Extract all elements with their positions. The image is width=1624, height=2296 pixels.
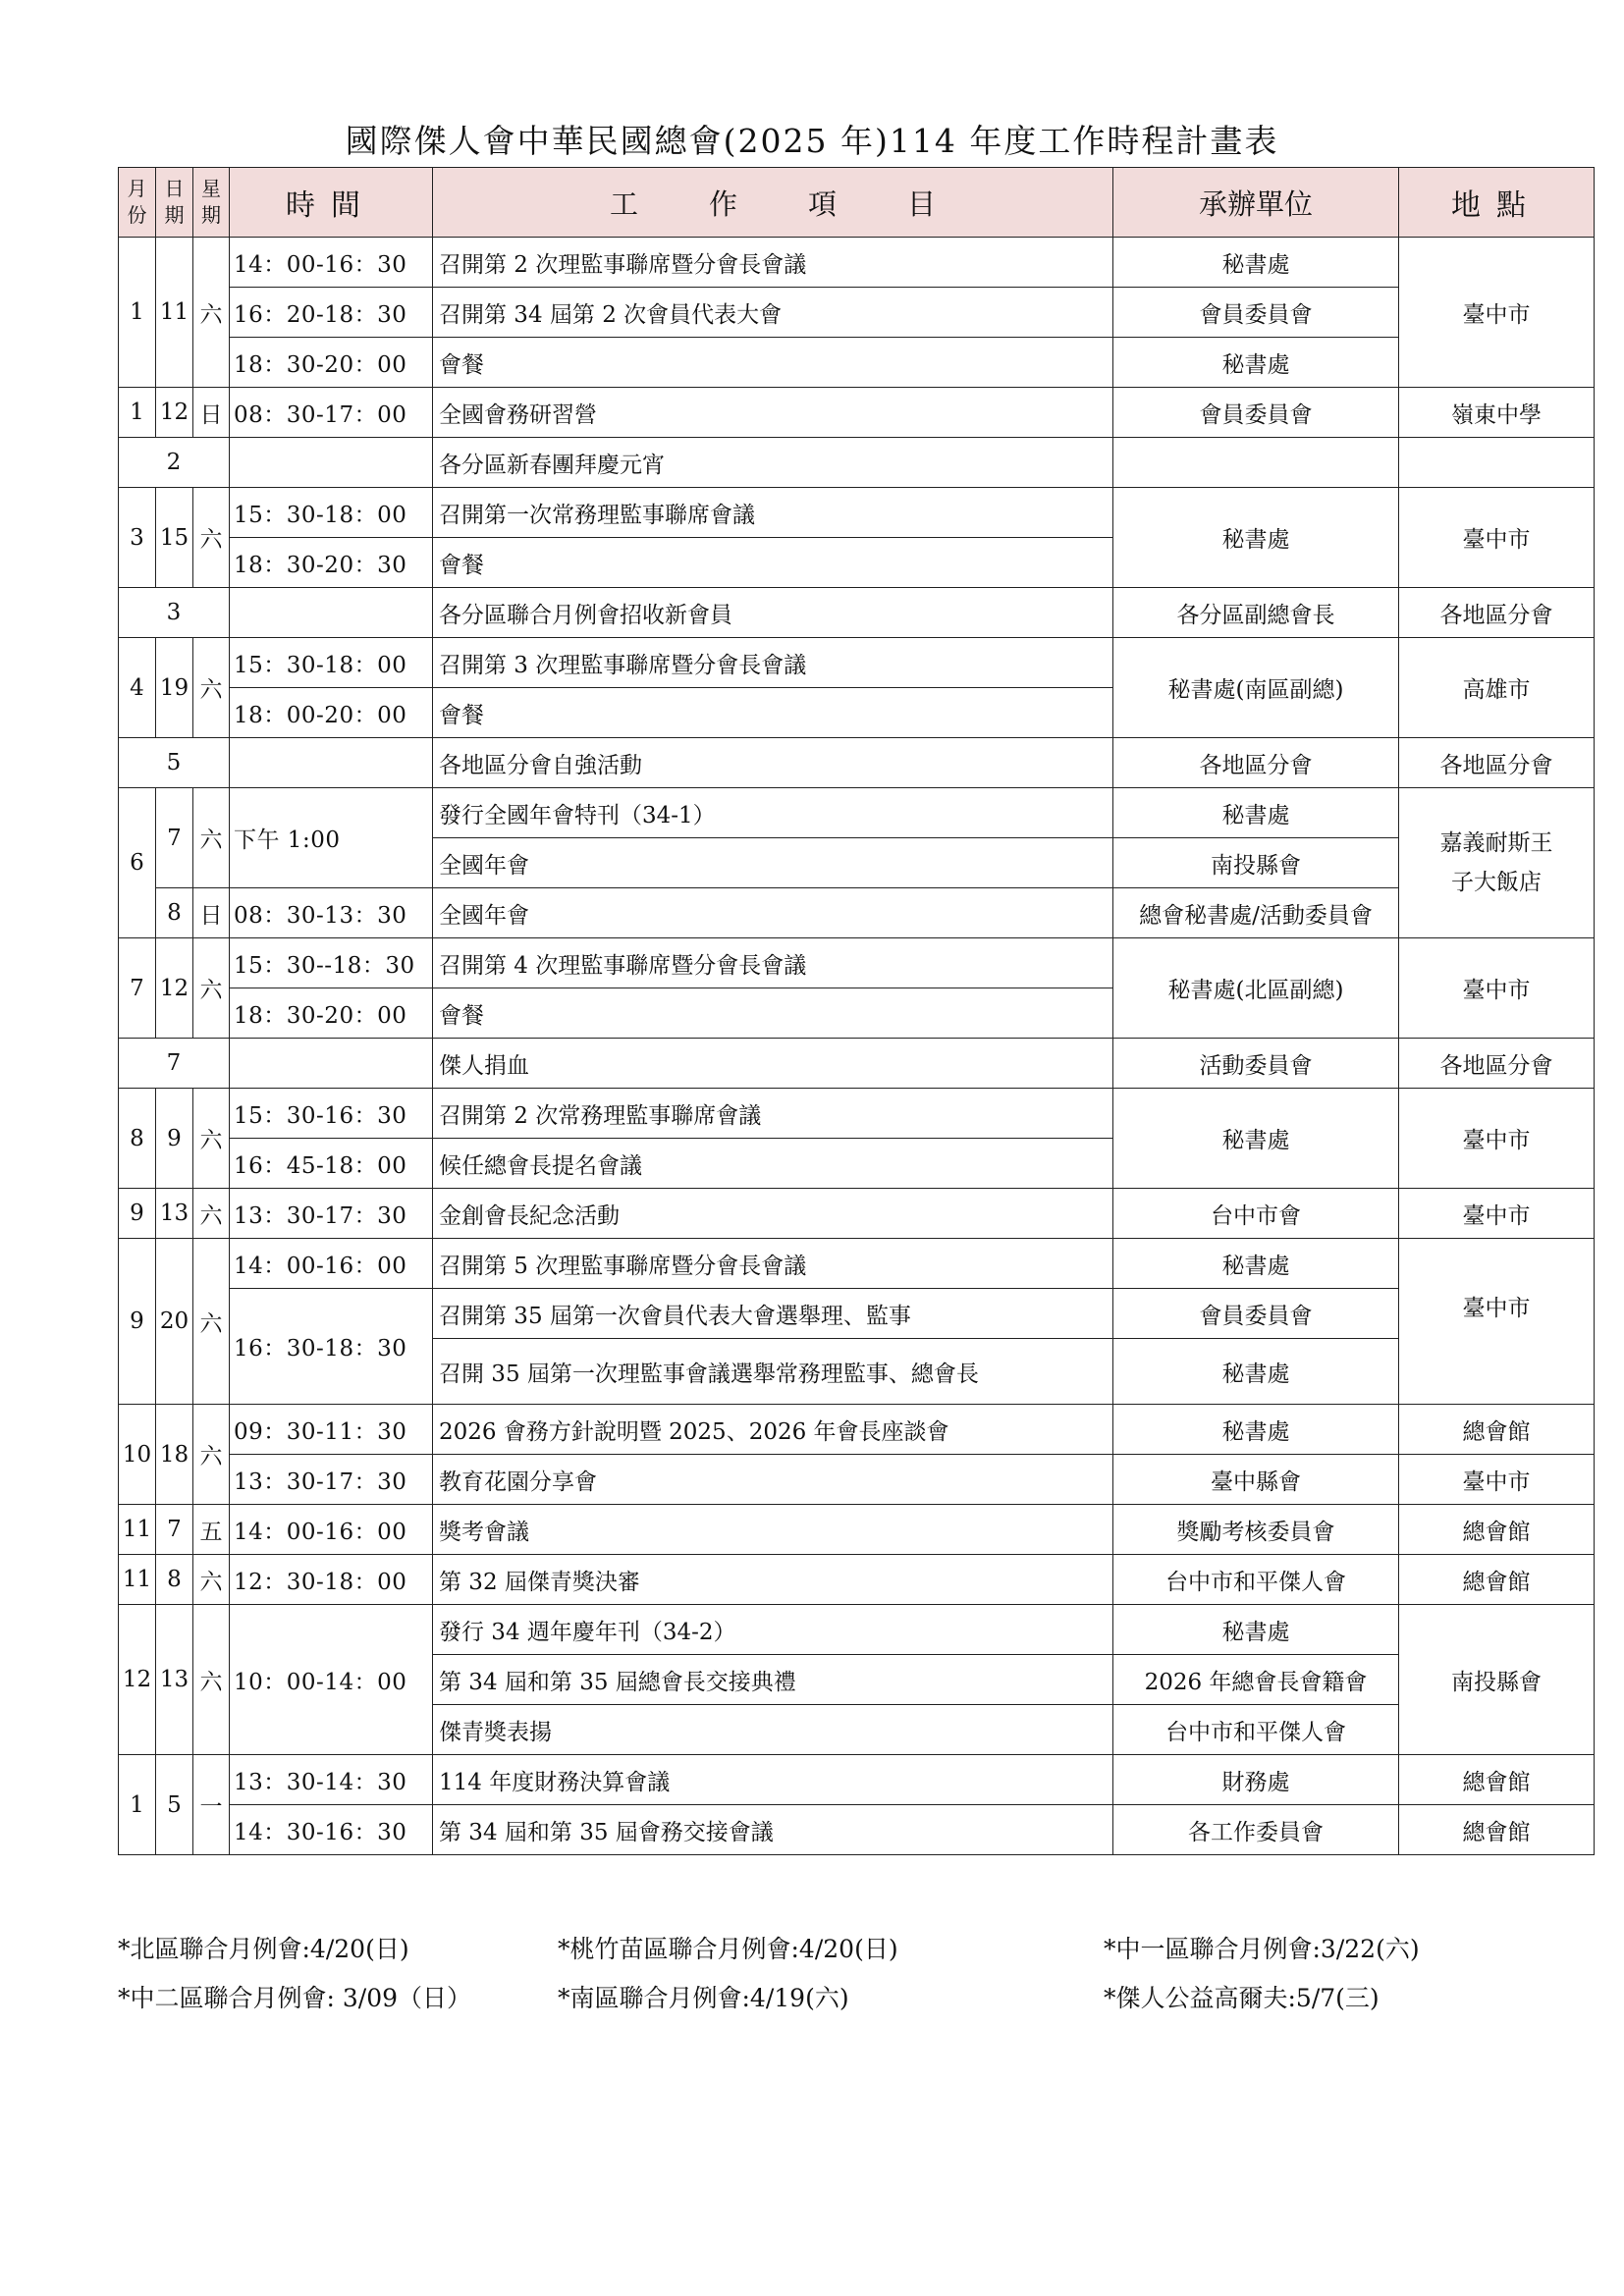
cell-unit: 南投縣會 — [1113, 838, 1399, 888]
cell-day: 20 — [156, 1239, 193, 1405]
cell-month: 11 — [119, 1505, 156, 1555]
cell-location: 南投縣會 — [1399, 1605, 1595, 1755]
cell-work-item: 各分區新春團拜慶元宵 — [433, 438, 1113, 488]
cell-time: 09：30-11：30 — [230, 1405, 433, 1455]
table-row — [119, 1189, 1595, 1239]
cell-unit: 會員委員會 — [1113, 288, 1399, 338]
cell-time — [230, 438, 433, 488]
cell-work-item: 召開第 3 次理監事聯席暨分會長會議 — [433, 638, 1113, 688]
cell-work-item: 召開 35 屆第一次理監事會議選舉常務理監事、總會長 — [433, 1339, 1113, 1405]
cell-time: 10：00-14：00 — [230, 1605, 433, 1755]
cell-time: 13：30-17：30 — [230, 1455, 433, 1505]
cell-weekday: 六 — [193, 788, 230, 888]
cell-month: 9 — [119, 1189, 156, 1239]
cell-work-item: 2026 會務方針說明暨 2025、2026 年會長座談會 — [433, 1405, 1113, 1455]
cell-work-item: 獎考會議 — [433, 1505, 1113, 1555]
cell-month: 3 — [119, 588, 230, 638]
cell-unit: 會員委員會 — [1113, 1289, 1399, 1339]
cell-work-item: 各地區分會自強活動 — [433, 738, 1113, 788]
cell-work-item: 召開第 35 屆第一次會員代表大會選舉理、監事 — [433, 1289, 1113, 1339]
cell-month: 9 — [119, 1239, 156, 1405]
footnote: *桃竹苗區聯合月例會:4/20(日) — [558, 1935, 898, 1963]
table-row — [119, 1605, 1595, 1655]
footnotes — [118, 1930, 1594, 2028]
cell-work-item: 會餐 — [433, 538, 1113, 588]
table-row — [119, 588, 1595, 638]
cell-month: 8 — [119, 1089, 156, 1189]
cell-location: 臺中市 — [1399, 1239, 1595, 1405]
cell-time: 16：45-18：00 — [230, 1139, 433, 1189]
schedule-table — [118, 167, 1595, 1855]
cell-day: 8 — [156, 1555, 193, 1605]
cell-time: 15：30-18：00 — [230, 488, 433, 538]
table-row — [119, 1755, 1595, 1805]
cell-day: 8 — [156, 888, 193, 938]
header-month: 月 份 — [119, 168, 156, 238]
cell-weekday: 五 — [193, 1505, 230, 1555]
cell-day: 18 — [156, 1405, 193, 1505]
cell-month: 10 — [119, 1405, 156, 1505]
table-row — [119, 1455, 1595, 1505]
cell-unit: 2026 年總會長會籍會 — [1113, 1655, 1399, 1705]
cell-work-item: 發行 34 週年慶年刊（34-2） — [433, 1605, 1113, 1655]
cell-unit: 秘書處 — [1113, 338, 1399, 388]
table-row — [119, 1555, 1595, 1605]
header-unit: 承辦單位 — [1113, 168, 1399, 238]
cell-location: 各地區分會 — [1399, 588, 1595, 638]
cell-location: 臺中市 — [1399, 1189, 1595, 1239]
cell-weekday: 六 — [193, 638, 230, 738]
footnote: *南區聯合月例會:4/19(六) — [558, 1984, 849, 2012]
cell-month: 12 — [119, 1605, 156, 1755]
table-row — [119, 438, 1595, 488]
footnote: *中二區聯合月例會: 3/09（日） — [118, 1984, 472, 2012]
cell-unit: 台中市和平傑人會 — [1113, 1555, 1399, 1605]
cell-unit: 秘書處 — [1113, 1405, 1399, 1455]
table-row — [119, 1239, 1595, 1289]
cell-location: 各地區分會 — [1399, 738, 1595, 788]
cell-time: 12：30-18：00 — [230, 1555, 433, 1605]
cell-unit: 總會秘書處/活動委員會 — [1113, 888, 1399, 938]
page-title: 國際傑人會中華民國總會(2025 年)114 年度工作時程計畫表 — [345, 122, 1279, 160]
cell-unit: 財務處 — [1113, 1755, 1399, 1805]
table-row — [119, 1289, 1595, 1339]
cell-unit: 秘書處 — [1113, 1089, 1399, 1189]
cell-weekday: 六 — [193, 938, 230, 1039]
cell-work-item: 會餐 — [433, 338, 1113, 388]
cell-unit: 會員委員會 — [1113, 388, 1399, 438]
cell-unit: 秘書處(北區副總) — [1113, 938, 1399, 1039]
cell-unit: 秘書處 — [1113, 238, 1399, 288]
cell-weekday: 六 — [193, 1239, 230, 1405]
cell-unit: 臺中縣會 — [1113, 1455, 1399, 1505]
cell-month: 5 — [119, 738, 230, 788]
cell-day: 7 — [156, 788, 193, 888]
cell-month: 3 — [119, 488, 156, 588]
cell-weekday: 六 — [193, 1605, 230, 1755]
cell-work-item: 發行全國年會特刊（34-1） — [433, 788, 1113, 838]
footnote-row — [118, 1979, 1594, 2028]
table-row — [119, 1505, 1595, 1555]
cell-work-item: 會餐 — [433, 688, 1113, 738]
cell-time: 13：30-17：30 — [230, 1189, 433, 1239]
cell-day: 13 — [156, 1189, 193, 1239]
cell-work-item: 召開第 4 次理監事聯席暨分會長會議 — [433, 938, 1113, 988]
cell-day: 12 — [156, 938, 193, 1039]
cell-work-item: 召開第 34 屆第 2 次會員代表大會 — [433, 288, 1113, 338]
cell-unit: 秘書處 — [1113, 1605, 1399, 1655]
cell-work-item: 召開第 5 次理監事聯席暨分會長會議 — [433, 1239, 1113, 1289]
cell-location: 臺中市 — [1399, 938, 1595, 1039]
cell-weekday: 六 — [193, 238, 230, 388]
cell-time: 13：30-14：30 — [230, 1755, 433, 1805]
cell-unit: 各地區分會 — [1113, 738, 1399, 788]
cell-location: 臺中市 — [1399, 488, 1595, 588]
cell-unit: 秘書處 — [1113, 1239, 1399, 1289]
cell-day: 9 — [156, 1089, 193, 1189]
cell-work-item: 第 32 屆傑青獎決審 — [433, 1555, 1113, 1605]
cell-work-item: 全國會務研習營 — [433, 388, 1113, 438]
cell-time: 18：30-20：00 — [230, 338, 433, 388]
table-row — [119, 488, 1595, 538]
cell-unit — [1113, 438, 1399, 488]
cell-weekday: 日 — [193, 388, 230, 438]
header-row — [119, 168, 1595, 238]
footnote: *北區聯合月例會:4/20(日) — [118, 1935, 409, 1963]
header-weekday: 星 期 — [193, 168, 230, 238]
cell-unit: 各分區副總會長 — [1113, 588, 1399, 638]
footnote: *中一區聯合月例會:3/22(六) — [1104, 1935, 1420, 1963]
table-row — [119, 1805, 1595, 1855]
cell-location: 總會館 — [1399, 1805, 1595, 1855]
cell-month: 1 — [119, 238, 156, 388]
cell-work-item: 114 年度財務決算會議 — [433, 1755, 1113, 1805]
table-row — [119, 238, 1595, 288]
cell-day: 15 — [156, 488, 193, 588]
table-row — [119, 1405, 1595, 1455]
cell-location: 總會館 — [1399, 1755, 1595, 1805]
cell-unit: 活動委員會 — [1113, 1039, 1399, 1089]
table-row — [119, 738, 1595, 788]
cell-time: 18：30-20：30 — [230, 538, 433, 588]
cell-weekday: 六 — [193, 1089, 230, 1189]
cell-unit: 秘書處 — [1113, 788, 1399, 838]
cell-weekday: 六 — [193, 1555, 230, 1605]
cell-work-item: 教育花園分享會 — [433, 1455, 1113, 1505]
cell-time: 14：00-16：00 — [230, 1239, 433, 1289]
cell-month: 1 — [119, 388, 156, 438]
header-day: 日 期 — [156, 168, 193, 238]
cell-day: 5 — [156, 1755, 193, 1855]
cell-weekday: 一 — [193, 1755, 230, 1855]
cell-time: 08：30-13：30 — [230, 888, 433, 938]
table-row — [119, 788, 1595, 838]
cell-location: 總會館 — [1399, 1505, 1595, 1555]
cell-time — [230, 738, 433, 788]
header-location: 地點 — [1399, 168, 1595, 238]
cell-month: 2 — [119, 438, 230, 488]
cell-unit: 秘書處 — [1113, 1339, 1399, 1405]
cell-time: 16：20-18：30 — [230, 288, 433, 338]
table-row — [119, 888, 1595, 938]
cell-time: 18：30-20：00 — [230, 988, 433, 1039]
cell-time: 15：30-18：00 — [230, 638, 433, 688]
cell-unit: 台中市和平傑人會 — [1113, 1705, 1399, 1755]
table-row — [119, 1039, 1595, 1089]
table-row — [119, 288, 1595, 338]
cell-month: 4 — [119, 638, 156, 738]
table-row — [119, 1089, 1595, 1139]
cell-work-item: 各分區聯合月例會招收新會員 — [433, 588, 1113, 638]
cell-unit: 秘書處(南區副總) — [1113, 638, 1399, 738]
table-row — [119, 388, 1595, 438]
footnote: *傑人公益高爾夫:5/7(三) — [1104, 1984, 1380, 2012]
cell-work-item: 金創會長紀念活動 — [433, 1189, 1113, 1239]
cell-location: 嘉義耐斯王 子大飯店 — [1399, 788, 1595, 938]
cell-month: 7 — [119, 938, 156, 1039]
cell-work-item: 第 34 屆和第 35 屆總會長交接典禮 — [433, 1655, 1113, 1705]
cell-time: 18：00-20：00 — [230, 688, 433, 738]
cell-time: 16：30-18：30 — [230, 1289, 433, 1405]
cell-time: 14：00-16：00 — [230, 1505, 433, 1555]
cell-time — [230, 1039, 433, 1089]
cell-month: 1 — [119, 1755, 156, 1855]
cell-unit: 各工作委員會 — [1113, 1805, 1399, 1855]
cell-day: 11 — [156, 238, 193, 388]
cell-month: 7 — [119, 1039, 230, 1089]
cell-month: 11 — [119, 1555, 156, 1605]
header-work-item: 工 作 項 目 — [433, 168, 1113, 238]
cell-work-item: 全國年會 — [433, 838, 1113, 888]
cell-weekday: 六 — [193, 1189, 230, 1239]
cell-location: 臺中市 — [1399, 1455, 1595, 1505]
cell-day: 19 — [156, 638, 193, 738]
cell-unit: 獎勵考核委員會 — [1113, 1505, 1399, 1555]
cell-work-item: 召開第 2 次理監事聯席暨分會長會議 — [433, 238, 1113, 288]
cell-time: 15：30--18：30 — [230, 938, 433, 988]
cell-day: 7 — [156, 1505, 193, 1555]
cell-work-item: 會餐 — [433, 988, 1113, 1039]
cell-unit: 台中市會 — [1113, 1189, 1399, 1239]
cell-location: 臺中市 — [1399, 1089, 1595, 1189]
table-row — [119, 638, 1595, 688]
cell-time: 下午 1:00 — [230, 788, 433, 888]
cell-day: 12 — [156, 388, 193, 438]
cell-location: 高雄市 — [1399, 638, 1595, 738]
cell-location: 總會館 — [1399, 1555, 1595, 1605]
cell-work-item: 傑青獎表揚 — [433, 1705, 1113, 1755]
cell-month: 6 — [119, 788, 156, 938]
table-row — [119, 938, 1595, 988]
footnote-row — [118, 1930, 1594, 1979]
cell-work-item: 傑人捐血 — [433, 1039, 1113, 1089]
header-time: 時間 — [230, 168, 433, 238]
cell-time: 14：00-16：30 — [230, 238, 433, 288]
cell-location — [1399, 438, 1595, 488]
cell-time: 14：30-16：30 — [230, 1805, 433, 1855]
cell-weekday: 六 — [193, 1405, 230, 1505]
cell-unit: 秘書處 — [1113, 488, 1399, 588]
cell-work-item: 召開第 2 次常務理監事聯席會議 — [433, 1089, 1113, 1139]
cell-weekday: 日 — [193, 888, 230, 938]
cell-location: 總會館 — [1399, 1405, 1595, 1455]
cell-time — [230, 588, 433, 638]
cell-location: 嶺東中學 — [1399, 388, 1595, 438]
cell-location: 臺中市 — [1399, 238, 1595, 388]
cell-work-item: 召開第一次常務理監事聯席會議 — [433, 488, 1113, 538]
cell-day: 13 — [156, 1605, 193, 1755]
table-row — [119, 338, 1595, 388]
cell-time: 08：30-17：00 — [230, 388, 433, 438]
cell-work-item: 候任總會長提名會議 — [433, 1139, 1113, 1189]
cell-work-item: 全國年會 — [433, 888, 1113, 938]
cell-location: 各地區分會 — [1399, 1039, 1595, 1089]
cell-time: 15：30-16：30 — [230, 1089, 433, 1139]
cell-weekday: 六 — [193, 488, 230, 588]
cell-work-item: 第 34 屆和第 35 屆會務交接會議 — [433, 1805, 1113, 1855]
